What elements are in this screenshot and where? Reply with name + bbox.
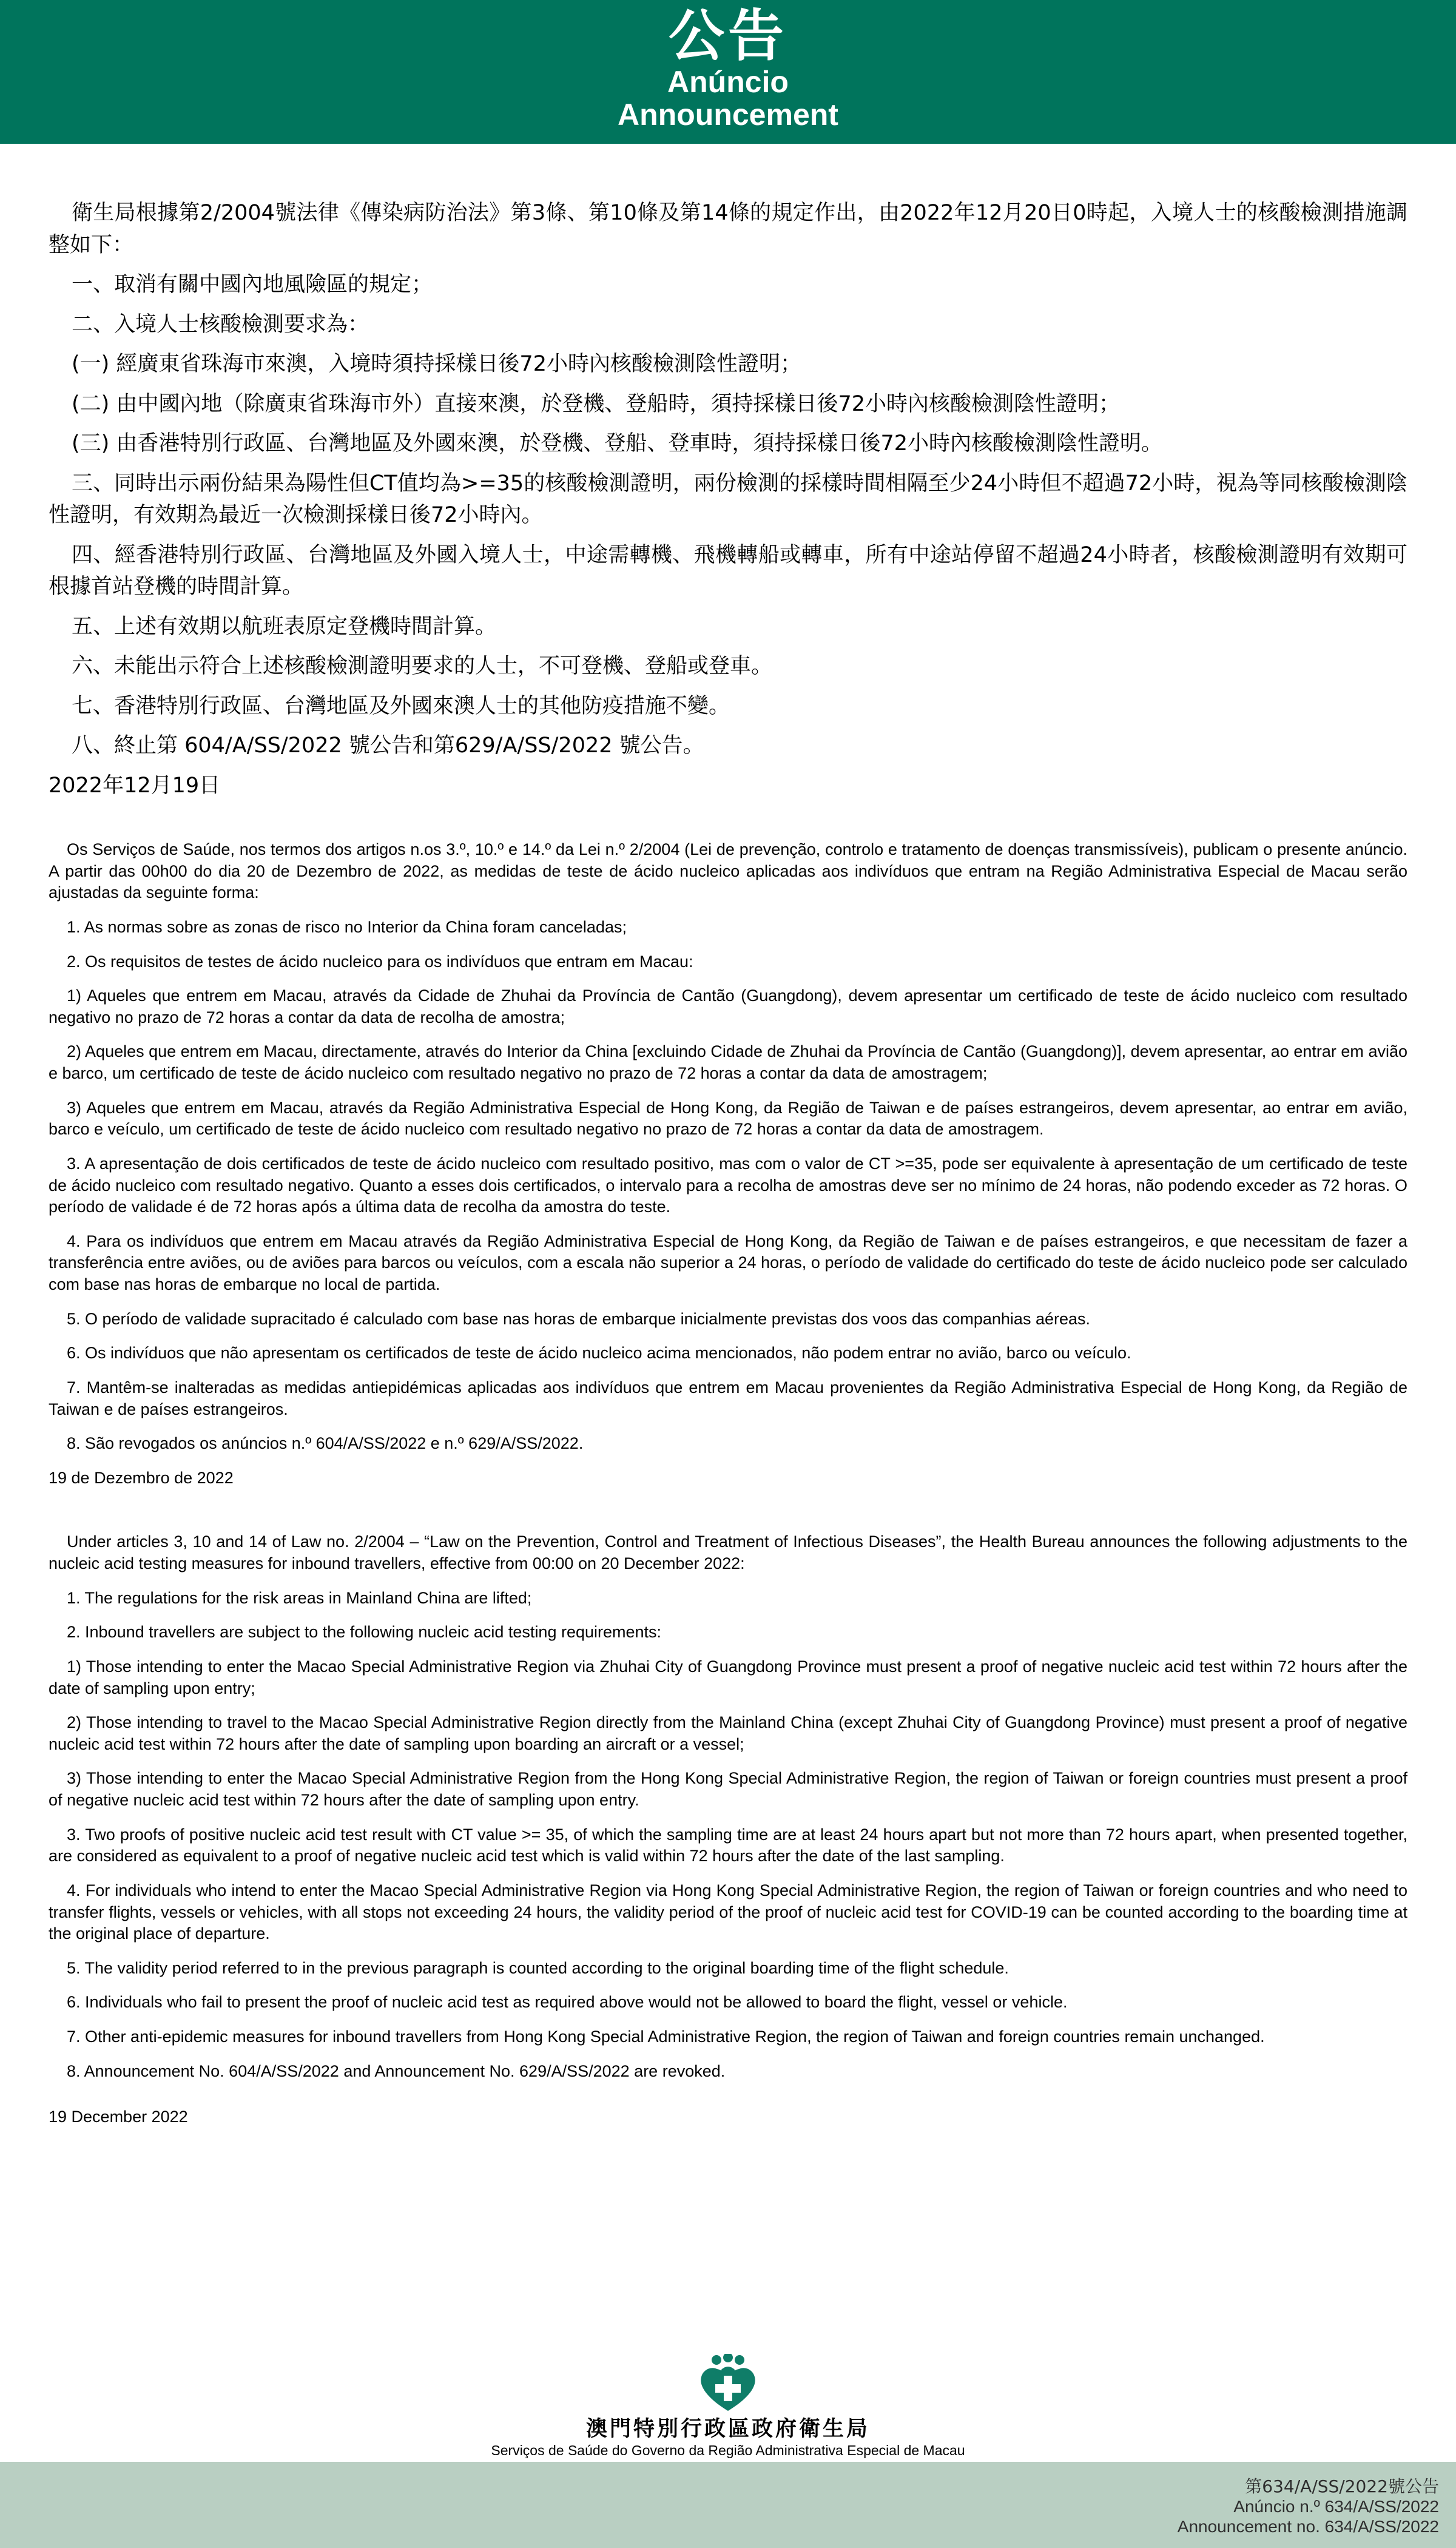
section-portuguese	[49, 839, 1407, 1489]
title-english: Announcement	[618, 98, 838, 132]
reference-number-chinese: 第634/A/SS/2022號公告	[1245, 2476, 1439, 2496]
paragraph-en-2: 2. Inbound travellers are subject to the following nucleic acid testing requirements:	[67, 1623, 662, 1642]
paragraph-pt-7: 7. Mantêm-se inalteradas as medidas antiepidémicas aplicadas aos indivíduos que entrem em Macau provenientes da Região Administrativa Especial de Hong Kong, da Região de Taiwan e de países estrangeiros.	[49, 1378, 1407, 1418]
reference-number-portuguese: Anúncio n.º 634/A/SS/2022	[1233, 2497, 1439, 2516]
date-portuguese: 19 de Dezembro de 2022	[49, 1468, 234, 1487]
paragraph-pt-6: 6. Os indivíduos que não apresentam os certificados de teste de ácido nucleico acima mencionados, não podem entrar no avião, barco ou veículo.	[67, 1344, 1131, 1363]
paragraph-zh-intro: 衛生局根據第2/2004號法律《傳染病防治法》第3條、第10條及第14條的規定作出，由2022年12月20日0時起，入境人士的核酸檢測措施調整如下：	[49, 201, 1407, 257]
health-bureau-logo-icon	[0, 2354, 1456, 2415]
paragraph-pt-5: 5. O período de validade supracitado é calculado com base nas horas de embarque inicialmente previstas dos voos das companhias aéreas.	[67, 1309, 1090, 1328]
paragraph-zh-7: 七、香港特別行政區、台灣地區及外國來澳人士的其他防疫措施不變。	[72, 693, 730, 718]
paragraph-pt-2-3: 3) Aqueles que entrem em Macau, através da Região Administrativa Especial de Hong Kong, da Região de Taiwan e de países estrangeiros, devem apresentar, ao entrar em avião, barco e veículo, um certificado de teste de ácido nucleico com resultado negativo no prazo de 72 horas a contar da data de amostragem.	[49, 1098, 1407, 1139]
paragraph-en-intro: Under articles 3, 10 and 14 of Law no. 2/2004 – “Law on the Prevention, Control and Treatment of Infectious Diseases”, the Health Bureau announces the following adjustments to the nucleic acid testing measures for inbound travellers, effective from 00:00 on 20 December 2022:	[49, 1532, 1407, 1572]
paragraph-en-5: 5. The validity period referred to in the previous paragraph is counted according to the original boarding time of the flight schedule.	[67, 1958, 1009, 1977]
paragraph-en-2-3: 3) Those intending to enter the Macao Special Administrative Region from the Hong Kong Special Administrative Region, the region of Taiwan or foreign countries must present a proof of negative nucleic acid test within 72 hours after the date of sampling upon entry.	[49, 1769, 1407, 1809]
paragraph-en-6: 6. Individuals who fail to present the proof of nucleic acid test as required above would not be allowed to board the flight, vessel or vehicle.	[67, 1993, 1068, 2012]
announcement-reference-band	[0, 2462, 1456, 2548]
organisation-name-portuguese: Serviços de Saúde do Governo da Região Administrativa Especial de Macau	[491, 2442, 965, 2459]
paragraph-en-7: 7. Other anti-epidemic measures for inbound travellers from Hong Kong Special Administrative Region, the region of Taiwan and foreign countries remain unchanged.	[67, 2027, 1265, 2046]
date-english: 19 December 2022	[49, 2108, 188, 2126]
paragraph-zh-2-3: (三) 由香港特別行政區、台灣地區及外國來澳，於登機、登船、登車時，須持採樣日後72小時內核酸檢測陰性證明。	[72, 431, 1162, 456]
title-chinese: 公告	[668, 4, 787, 69]
paragraph-en-3: 3. Two proofs of positive nucleic acid test result with CT value >= 35, of which the sampling time are at least 24 hours apart but not more than 72 hours apart, when presented together, are considered as equivalent to a proof of negative nucleic acid test which is valid within 72 hours after the date of the last sampling.	[49, 1825, 1407, 1866]
paragraph-zh-5: 五、上述有效期以航班表原定登機時間計算。	[72, 614, 497, 639]
paragraph-en-2-1: 1) Those intending to enter the Macao Special Administrative Region via Zhuhai City of Guangdong Province must present a proof of negative nucleic acid test within 72 hours after the date of sampling upon entry;	[49, 1657, 1407, 1697]
paragraph-pt-2: 2. Os requisitos de testes de ácido nucleico para os indivíduos que entram em Macau:	[67, 952, 693, 971]
paragraph-zh-6: 六、未能出示符合上述核酸檢測證明要求的人士，不可登機、登船或登車。	[72, 654, 773, 678]
organisation-name-chinese: 澳門特別行政區政府衛生局	[585, 2416, 870, 2441]
footer	[0, 2354, 1456, 2462]
paragraph-pt-4: 4. Para os indivíduos que entrem em Macau através da Região Administrativa Especial de Hong Kong, da Região de Taiwan e de países estrangeiros, e que necessitam de fazer a transferência entre aviões, ou de aviões para barcos ou veículos, com a escala não superior a 24 horas, o período de validade do certificado do teste de ácido nucleico pode ser calculado com base nas horas de embarque no local de partida.	[49, 1232, 1407, 1293]
paragraph-en-1: 1. The regulations for the risk areas in Mainland China are lifted;	[67, 1588, 532, 1607]
paragraph-zh-8: 八、終止第 604/A/SS/2022 號公告和第629/A/SS/2022 號公告。	[72, 733, 704, 758]
paragraph-en-2-2: 2) Those intending to travel to the Macao Special Administrative Region directly from the Mainland China (except Zhuhai City of Guangdong Province) must present a proof of negative nucleic acid test within 72 hours after the date of sampling upon boarding an aircraft or a vessel;	[49, 1713, 1407, 1753]
paragraph-zh-2-2: (二) 由中國內地（除廣東省珠海市外）直接來澳，於登機、登船時，須持採樣日後72小時內核酸檢測陰性證明；	[72, 391, 1120, 416]
paragraph-zh-3: 三、同時出示兩份結果為陽性但CT值均為>=35的核酸檢測證明，兩份檢測的採樣時間相隔至少24小時但不超過72小時，視為等同核酸檢測陰性證明，有效期為最近一次檢測採樣日後72小時內。	[49, 471, 1407, 527]
reference-number-english: Announcement no. 634/A/SS/2022	[1177, 2517, 1439, 2536]
paragraph-pt-intro: Os Serviços de Saúde, nos termos dos artigos n.os 3.º, 10.º e 14.º da Lei n.º 2/2004 (Lei de prevenção, controlo e tratamento de doenças transmissíveis), publicam o presente anúncio. A partir das 00h00 do dia 20 de Dezembro de 2022, as medidas de teste de ácido nucleico aplicadas aos indivíduos que entram na Região Administrativa Especial de Macau serão ajustadas da seguinte forma:	[49, 840, 1407, 902]
paragraph-zh-2: 二、入境人士核酸檢測要求為：	[72, 312, 369, 337]
title-portuguese: Anúncio	[667, 65, 789, 99]
paragraph-pt-8: 8. São revogados os anúncios n.º 604/A/SS/2022 e n.º 629/A/SS/2022.	[67, 1434, 584, 1453]
paragraph-pt-1: 1. As normas sobre as zonas de risco no Interior da China foram canceladas;	[67, 917, 627, 936]
paragraph-pt-2-2: 2) Aqueles que entrem em Macau, directamente, através do Interior da China [excluindo Cidade de Zhuhai da Província de Cantão (Guangdong)], devem apresentar, ao entrar em avião e barco, um certificado de teste de ácido nucleico com resultado negativo no prazo de 72 horas a contar da data de amostragem;	[49, 1042, 1407, 1082]
document-body	[0, 144, 1456, 2141]
paragraph-en-4: 4. For individuals who intend to enter the Macao Special Administrative Region via Hong Kong Special Administrative Region, the region of Taiwan or foreign countries and who need to transfer flights, vessels or vehicles, with all stops not exceeding 24 hours, the validity period of the proof of nucleic acid test for COVID-19 can be counted according to the boarding time at the original place of departure.	[49, 1881, 1407, 1943]
paragraph-zh-4: 四、經香港特別行政區、台灣地區及外國入境人士，中途需轉機、飛機轉船或轉車，所有中途站停留不超過24小時者，核酸檢測證明有效期可根據首站登機的時間計算。	[49, 542, 1407, 599]
paragraph-zh-2-1: (一) 經廣東省珠海市來澳，入境時須持採樣日後72小時內核酸檢測陰性證明；	[72, 352, 801, 376]
paragraph-en-8: 8. Announcement No. 604/A/SS/2022 and Announcement No. 629/A/SS/2022 are revoked.	[67, 2061, 726, 2080]
paragraph-pt-3: 3. A apresentação de dois certificados de teste de ácido nucleico com resultado positivo, mas com o valor de CT >=35, pode ser equivalente à apresentação de um certificado de teste de ácido nucleico com resultado negativo. Quanto a esses dois certificados, o intervalo para a recolha de amostras deve ser no mínimo de 24 horas, não podendo exceder as 72 horas. O período de validade é de 72 horas após a última data de recolha da amostra do teste.	[49, 1154, 1407, 1216]
paragraph-zh-1: 一、取消有關中國內地風險區的規定；	[72, 272, 433, 297]
section-chinese	[49, 197, 1407, 801]
paragraph-pt-2-1: 1) Aqueles que entrem em Macau, através da Cidade de Zhuhai da Província de Cantão (Guangdong), devem apresentar um certificado de teste de ácido nucleico com resultado negativo no prazo de 72 horas a contar da data de recolha de amostra;	[49, 986, 1407, 1026]
section-english	[49, 1531, 1407, 2128]
header-banner	[0, 0, 1456, 144]
date-chinese: 2022年12月19日	[49, 773, 221, 798]
